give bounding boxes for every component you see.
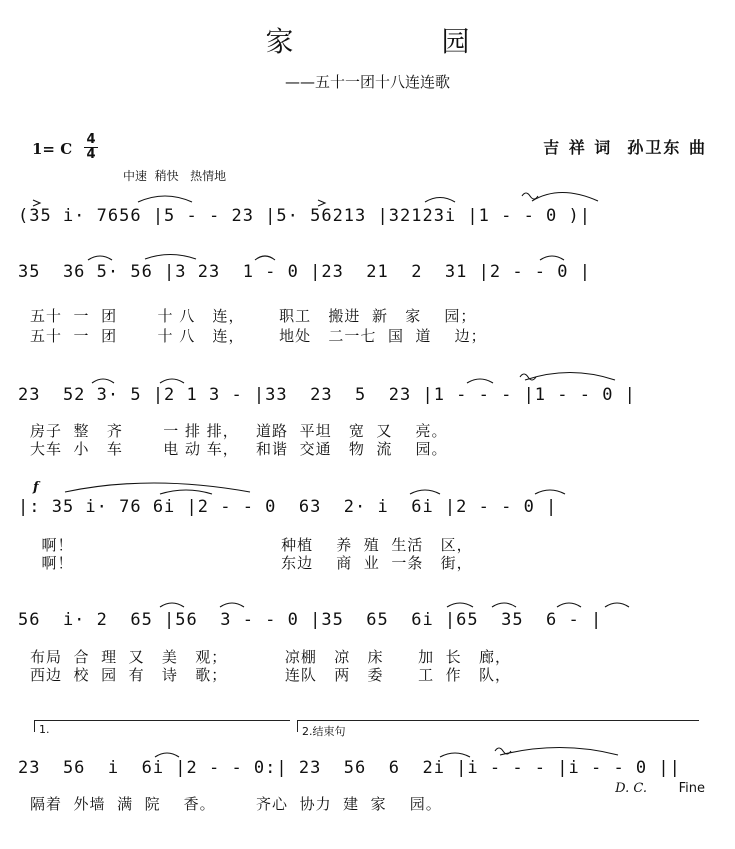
slur — [255, 256, 275, 260]
tempo-marking: 中速 稍快 热情地 — [123, 169, 227, 183]
song-title: 家 园 — [265, 25, 530, 58]
meter-top: 4 — [86, 132, 96, 147]
key-signature: 1= C — [32, 140, 73, 158]
notation-line-3: 23 52 3· 5 |2 1 3 - |33 23 5 23 |1 - - - |1 - - 0 | — [18, 385, 636, 405]
tie — [500, 748, 618, 756]
notation-line-5: 56 i· 2 65 |56 3 - - 0 |35 65 6i |65 35 6 - | — [18, 610, 603, 630]
slur — [220, 603, 244, 607]
notation-line-4: |: 35 i· 76 6i |2 - - 0 63 2· i 6i |2 - - 0 | — [18, 497, 558, 517]
slur — [440, 753, 470, 757]
slur — [155, 753, 179, 757]
dynamic-forte: f — [33, 480, 39, 495]
lyric-line-4-verse-2: 啊！ 东边 商 业 一条 街， — [30, 554, 473, 572]
slur — [138, 196, 192, 202]
slur — [160, 603, 184, 607]
volta-first-ending: 1. — [34, 720, 290, 732]
trill-mark — [495, 748, 511, 754]
notation-line-1: (35 i· 7656 |5 - - 23 |5· 56213 |32123i |1 - - 0 )| — [18, 206, 591, 226]
slur — [425, 198, 455, 203]
slur — [492, 603, 516, 607]
slur — [88, 256, 112, 260]
phrase-slur — [65, 483, 250, 492]
slur — [540, 256, 564, 260]
slur — [160, 490, 212, 494]
lyric-line-3-verse-1: 房子 整 齐 一 排 排， 道路 平坦 宽 又 亮。 — [30, 422, 448, 440]
lyric-line-4-verse-1: 啊！ 种植 养 殖 生活 区， — [30, 536, 473, 554]
lyric-line-5-verse-2: 西边 校 园 有 诗 歌； 连队 两 委 工 作 队， — [30, 666, 511, 684]
volta-second-ending: 2.结束句 — [297, 720, 699, 732]
notation-line-2: 35 36 5· 56 |3 23 1 - 0 |23 21 2 31 |2 - - 0 | — [18, 262, 591, 282]
slur — [535, 490, 565, 494]
slur — [467, 379, 493, 383]
trill-mark — [522, 193, 538, 199]
lyric-line-5-verse-1: 布局 合 理 又 美 观； 凉棚 凉 床 加 长 廊， — [30, 648, 511, 666]
lyric-line-3-verse-2: 大车 小 车 电 动 车， 和谐 交通 物 流 园。 — [30, 440, 448, 458]
slur — [447, 603, 473, 607]
slur — [410, 490, 440, 494]
slur — [557, 603, 581, 607]
tie — [532, 193, 598, 202]
song-subtitle: ——五十一团十八连连歌 — [284, 73, 450, 91]
trill-mark — [520, 374, 536, 380]
slur — [92, 379, 114, 383]
lyric-line-2-verse-2: 五十 一 团 十 八 连， 地处 二一七 国 道 边； — [30, 327, 487, 345]
tie — [525, 373, 615, 381]
slur — [145, 255, 196, 260]
slur — [160, 379, 184, 383]
slur — [605, 603, 629, 607]
da-capo-marking: D. C. — [615, 781, 647, 796]
fine-marking: Fine — [678, 781, 705, 796]
credits: 吉 祥 词 孙卫东 曲 — [543, 138, 707, 157]
time-signature — [84, 133, 98, 162]
lyric-line-6: 隔着 外墙 满 院 香。 齐心 协力 建 家 园。 — [30, 795, 442, 813]
notation-line-6: 23 56 i 6i |2 - - 0:| 23 56 6 2i |i - - - |i - - 0 || — [18, 758, 681, 778]
meter-bottom: 4 — [84, 147, 98, 162]
lyric-line-2-verse-1: 五十 一 团 十 八 连， 职工 搬进 新 家 园； — [30, 307, 477, 325]
